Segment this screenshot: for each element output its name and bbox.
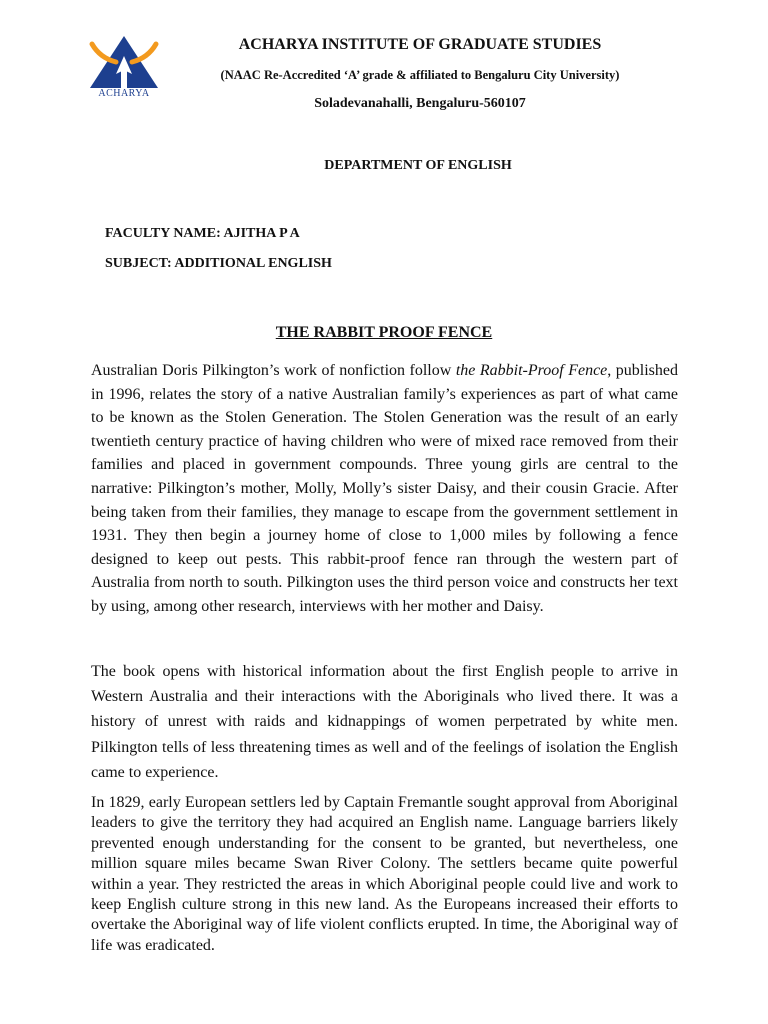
logo-wordmark: ACHARYA xyxy=(98,88,150,99)
subject-name: SUBJECT: ADDITIONAL ENGLISH xyxy=(105,256,332,271)
acharya-logo xyxy=(86,34,162,100)
institution-address: Soladevanahalli, Bengaluru-560107 xyxy=(314,96,526,111)
paragraph-1-rest: , published in 1996, relates the story of a native Australian family’s experiences as part of what came to be known as the Stolen Generation. The Stolen Generation was the result of an early twentieth century practice of having children who were of mixed race removed from their families and placed in government compounds. Three young girls are central to the narrative: Pilkington’s mother, Molly, Molly’s sister Daisy, and their cousin Gracie. After being taken from their families, they manage to escape from the government settlement in 1931. They then begin a journey home of close to 1,000 miles by following a fence designed to keep out pests. This rabbit-proof fence ran through the western part of Australia from north to south. Pilkington uses the third person voice and constructs her text by using, among other research, interviews with her mother and Daisy. xyxy=(91,362,678,615)
document-title: THE RABBIT PROOF FENCE xyxy=(275,324,493,341)
paragraph-1-start: Australian Doris Pilkington’s work of nonfiction follow xyxy=(91,362,456,379)
paragraph-2: The book opens with historical information about the first English people to arrive in Western Australia and their interactions with the Aboriginals who lived there. It was a history of unrest with raids and kidnappings of women perpetrated by white men. Pilkington tells of less threatening times as well and of the feelings of isolation the English came to experience. xyxy=(91,663,678,781)
faculty-name: FACULTY NAME: AJITHA P A xyxy=(105,226,300,241)
paragraph-3: In 1829, early European settlers led by Captain Fremantle sought approval from Aboriginal leaders to give the territory they had acquired an English name. Language barriers likely prevented enough understanding for the consent to be granted, but nevertheless, one million square miles became Swan River Colony. The settlers became quite powerful within a year. They restricted the areas in which Aboriginal people could live and work to keep English culture strong in this new land. As the Europeans increased their efforts to overtake the Aboriginal way of life violent conflicts erupted. In time, the Aboriginal way of life was eradicated. xyxy=(91,794,678,954)
institution-name: ACHARYA INSTITUTE OF GRADUATE STUDIES xyxy=(238,36,602,53)
acharya-logo-icon xyxy=(86,34,162,90)
book-title-italic: the Rabbit-Proof Fence xyxy=(455,362,608,379)
department-heading: DEPARTMENT OF ENGLISH xyxy=(324,158,512,173)
accreditation-line: (NAAC Re-Accredited ‘A’ grade & affiliated to Bengaluru City University) xyxy=(220,68,620,82)
paragraph-1 xyxy=(91,359,678,619)
